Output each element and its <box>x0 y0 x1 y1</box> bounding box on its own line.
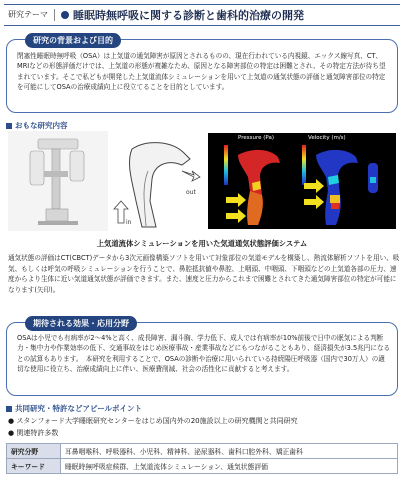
figure-row <box>8 131 398 231</box>
theme-label: 研究テーマ <box>4 9 55 21</box>
appeal-item: ● 関連特許多数 <box>8 429 59 437</box>
table-value: 耳鼻咽喉科、呼吸器科、小児科、精神科、泌尿器科、歯科口腔外科、矯正歯科 <box>61 444 398 459</box>
table-key: キーワード <box>7 459 61 474</box>
appeal-item: ● スタンフォード大学睡眠研究センターをはじめ国内外の20施設以上の研究機関と共同研究 <box>8 417 298 425</box>
appeal-item-text: スタンフォード大学睡眠研究センターをはじめ国内外の20施設以上の研究機関と共同研究 <box>16 417 298 425</box>
effects-tab: 期待される効果・応用分野 <box>25 316 137 331</box>
title-bar <box>4 4 400 26</box>
table-row <box>7 444 398 459</box>
content-heading-label: おもな研究内容 <box>15 121 68 130</box>
table-value: 睡眠時無呼吸症候群、上気道流体シミュレーション、通気状態評価 <box>61 459 398 474</box>
table-row <box>7 459 398 474</box>
out-label: out <box>186 189 196 196</box>
appeal-heading <box>6 403 142 414</box>
content-paragraph: 通気状態の評価はCT(CBCT)データから3次元画像構築ソフトを用いて対象部位の気道モデルを構築し、熱流体解析ソフトを用い、吸気、もしくは呼気の呼吸シミュレーションを行うことで、鼻腔抵抗値や鼻腔、上咽頭、中咽頭、下咽頭などの上気道各部の圧力、速度からより生体に近い気道通気状態が評価できます。また、速度と圧力からこれまで困難とされてきた通気障害部位の特定が可能になります(矢印)。 <box>8 254 400 294</box>
effects-text: OSAは小児でも有病率が2～4%と高く、成長障害、漏斗胸、学力低下、成人では有病率が10%前後で日中の眠気による判断力・集中力や作業効率の低下、交通事故をはじめ医療事故・産業事故などにもつながることもあり、経済損失が3.5兆円になるとの試算もあります。 本研究を利用することで、OSAの診断や治療に用いられている持続陽圧呼吸器（国内で30万人）の適切な使用に役立ち、治療成績向上に伴い、医療費削減、社会の活性化に貢献すると考えます。 <box>17 334 391 373</box>
content-heading <box>6 120 68 131</box>
figure-caption: 上気道流体シミュレーションを用いた気道通気状態評価システム <box>96 239 308 248</box>
info-table <box>6 443 398 474</box>
airway-model-image <box>112 131 202 231</box>
appeal-heading-label: 共同研究・特許などアピールポイント <box>15 404 143 413</box>
background-tab: 研究の背景および目的 <box>25 33 121 48</box>
background-section <box>6 36 398 113</box>
velocity-label: Velocity (m/s) <box>308 135 346 141</box>
page-title: 睡眠時無呼吸に関する診断と歯科的治療の開発 <box>73 9 304 22</box>
square-bullet-icon <box>6 406 12 412</box>
title-bullet-icon <box>61 11 69 19</box>
in-label: in <box>126 219 132 226</box>
simulation-image <box>208 133 396 229</box>
appeal-item-text: 関連特許多数 <box>16 429 59 437</box>
effects-section <box>6 319 398 396</box>
ct-scanner-image <box>8 131 108 231</box>
pressure-label: Pressure (Pa) <box>238 135 274 141</box>
table-key: 研究分野 <box>7 444 61 459</box>
simulation-graphics <box>208 133 396 229</box>
square-bullet-icon <box>6 123 12 129</box>
background-text: 閉塞性睡眠時無呼吸（OSA）は上気道の通気障害が原因とされるものの、現在行われている内視鏡、エックス線写真、CT、MRIなどの形態評価だけでは、上気道の形態が複雑なため、原因となる障害部位の特定は困難とされ、その特定方法が待ち望まれています。そこで私どもが開発した上気道流体シミュレーションを用いて上気道の通気状態の評価と通気障害部位の特定を可能にしてOSAの治療成績向上に役立てることを目的としています。 <box>17 52 386 91</box>
